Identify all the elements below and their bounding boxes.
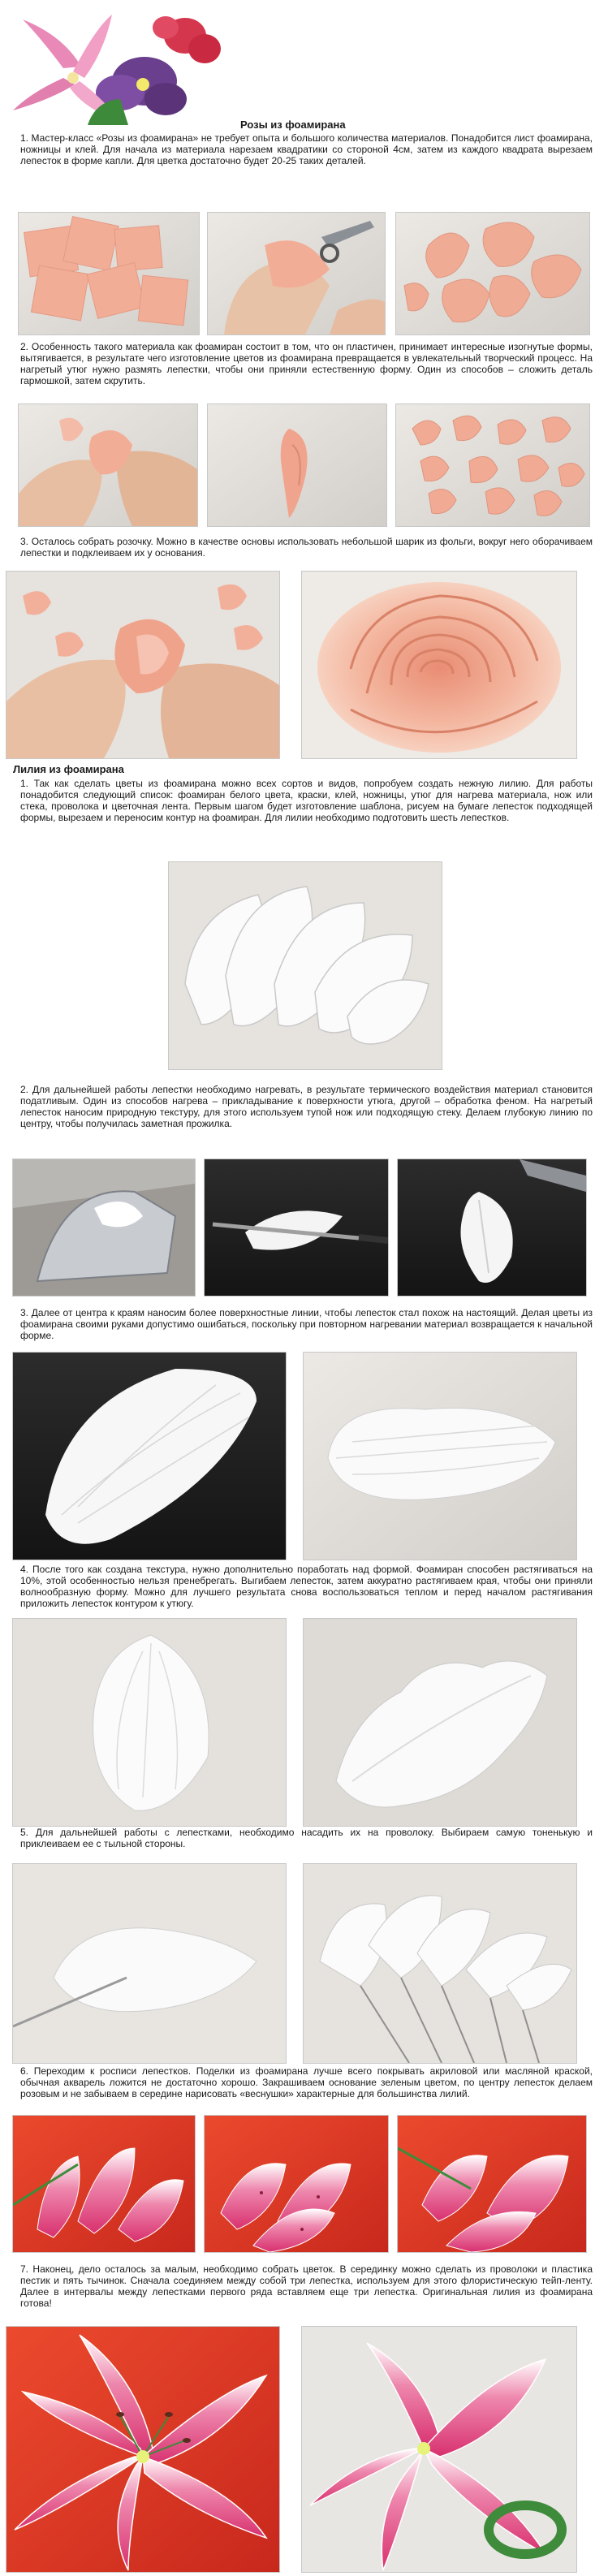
rose-folding-photo: [19, 404, 197, 526]
lily-veined-petal-photo: [398, 1159, 586, 1296]
rose-squares-photo: [19, 213, 199, 334]
lily-step7-text: 7. Наконец, дело осталось за малым, необходимо собрать цветок. В серединку можно сделать из проволоки и пластика пестик и пять тычинок. Сначала соединяем между собой три лепестка, используем для этого флористическую тейп-ленту. Далее в интервалы между лепестками первого ряда вставляем еще три лепестка. Оригинальная лилия из фоамирана готова!: [20, 2263, 593, 2309]
lily-painted-petals-photo-1: [13, 2116, 195, 2252]
lily-texturing-photo: [205, 1159, 388, 1296]
lily-iron-photo: [13, 1159, 195, 1296]
rose-step1-text: 1. Мастер-класс «Розы из фоамирана» не требует опыта и большого количества материалов. Понадобится лист фоамирана, ножницы и клей. Для начала из материала нарезаем квадратики со стороной 4см, затем из каждого квадрата вырезаем лепесток в форме капли. Для цветка достаточно будет 20-25 таких деталей.: [20, 132, 593, 166]
lily-step3-text: 3. Далее от центра к краям наносим более поверхностные линии, чтобы лепесток стал похож на настоящий. Делая цветы из фоамирана своими руками допустимо ошибаться, поскольку при повторном нагревании материал возвращается к начальной форме.: [20, 1307, 593, 1341]
lily-wired-petal-photo: [13, 1864, 286, 2063]
rose-shaped-petals-photo: [396, 404, 589, 526]
lily-step4-text: 4. После того как создана текстура, нужно дополнительно поработать над формой. Фоамиран способен растягиваться на 10%, этой особенностью нельзя пренебрегать. Выгибаем лепесток, затем аккуратно растягиваем края, чтобы они приняли волнообразную форму. Можно для лучшего результата снова воспользоваться теплом и перед началом растягивания приложить лепесток контуром к утюгу.: [20, 1564, 593, 1609]
lily-step2-text: 2. Для дальнейшей работы лепестки необходимо нагревать, в результате термического воздействия материал становится податливым. Один из способов нагрева – прикладывание к поверхности утюга, другой – обработка феном. На нагретый лепесток наносим природную текстуру, для этого используем тупой нож или подходящую стеку. Делаем глубокую линию по центру, чтобы получилась заметная прожилка.: [20, 1084, 593, 1129]
lily-wavy-petal-photo: [304, 1619, 576, 1826]
lily-wired-petals-set-photo: [304, 1864, 576, 2063]
lily-finished-flower-photo-2: [302, 2327, 576, 2572]
lily-title: Лилия из фоамирана: [13, 763, 124, 775]
lily-curved-petal-photo: [13, 1619, 286, 1826]
lily-template-petals-photo: [169, 862, 442, 1069]
lily-light-petal-photo: [304, 1353, 576, 1560]
rose-petals-photo: [396, 213, 589, 334]
rose-twisted-petal-photo: [208, 404, 386, 526]
lily-dark-petal-photo: [13, 1353, 286, 1560]
lily-step6-text: 6. Переходим к росписи лепестков. Поделки из фоамирана лучше всего покрывать акриловой или масляной краской, обычная акварель ложится не достаточно хорошо. Закрашиваем основание зеленым цветом, по центру лепесток делаем розовым и не забываем в середине нарисовать «веснушки» характерные для большинства лилий.: [20, 2065, 593, 2099]
header-bouquet-photo: [6, 3, 227, 125]
rose-cutting-photo: [208, 213, 385, 334]
lily-painted-petals-photo-2: [205, 2116, 388, 2252]
lily-step5-text: 5. Для дальнейшей работы с лепестками, необходимо насадить их на проволоку. Выбираем самую тоненькую и приклеиваем ее с тыльной стороны.: [20, 1827, 593, 1849]
lily-finished-flower-photo-1: [6, 2327, 279, 2572]
rose-step3-text: 3. Осталось собрать розочку. Можно в качестве основы использовать небольшой шарик из фольги, вокруг него оборачиваем лепестки и подклеиваем их у основания.: [20, 536, 593, 559]
rose-title: Розы из фоамирана: [240, 119, 346, 131]
rose-step2-text: 2. Особенность такого материала как фоамиран состоит в том, что он пластичен, принимает интересные изогнутые формы, вытягивается, в результате чего изготовление цветов из фоамирана превращается в увлекательный творческий процесс. На нагретый утюг нужно размять лепестки, чтобы они приняли естественную форму. Один из способов – сложить деталь гармошкой, затем скрутить.: [20, 341, 593, 386]
lily-painted-petals-photo-3: [398, 2116, 586, 2252]
rose-assembling-photo: [6, 572, 279, 758]
lily-step1-text: 1. Так как сделать цветы из фоамирана можно всех сортов и видов, попробуем создать нежную лилию. Для работы понадобится следующий список: фоамиран белого цвета, краски, клей, ножницы, утюг для нагрева материала, нож или стека, проволока и цветочная лента. Первым шагом будет изготовление шаблона, рисуем на бумаге лепесток подходящей формы, вырезаем и переносим контур на фоамиран. Для лилии необходимо подготовить шесть лепестков.: [20, 778, 593, 823]
rose-finished-photo: [302, 572, 576, 758]
